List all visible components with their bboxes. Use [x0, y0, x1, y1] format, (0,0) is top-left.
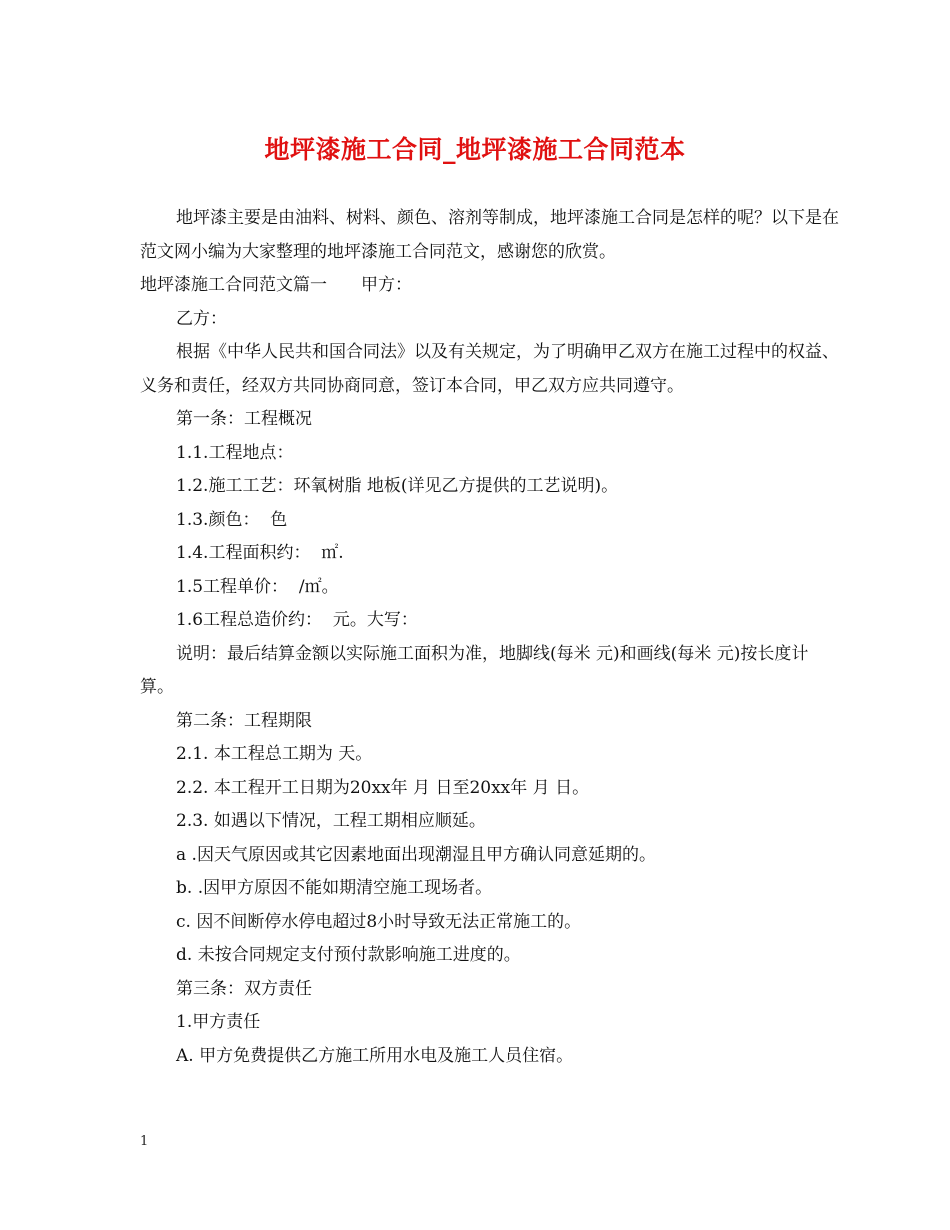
contract-heading-party-a: 地坪漆施工合同范文篇一 甲方：	[140, 275, 412, 295]
party-a-duties-heading: 1.甲方责任	[176, 1012, 261, 1032]
clause-2-1: 2.1. 本工程总工期为 天。	[176, 744, 373, 764]
page-number: 1	[140, 1134, 149, 1149]
clause-2-3-b: b. .因甲方原因不能如期清空施工现场者。	[176, 878, 493, 898]
document-body	[140, 202, 840, 1073]
note-paragraph: 说明：最后结算金额以实际施工面积为准，地脚线(每米 元)和画线(每米 元)按长度计算。	[140, 643, 809, 697]
clause-1-1: 1.1.工程地点：	[176, 442, 294, 463]
party-b-line: 乙方：	[176, 308, 227, 329]
clause-1-3: 1.3.颜色： 色	[176, 509, 288, 530]
clause-2-3-a: a .因天气原因或其它因素地面出现潮湿且甲方确认同意延期的。	[176, 844, 656, 865]
clause-1-2: 1.2.施工工艺：环氧树脂 地板(详见乙方提供的工艺说明)。	[176, 476, 619, 496]
article-3-heading: 第三条：双方责任	[176, 978, 312, 999]
article-1-heading: 第一条：工程概况	[176, 409, 312, 429]
clause-1-5: 1.5工程单价： /㎡。	[176, 576, 339, 597]
article-2-heading: 第二条：工程期限	[176, 710, 312, 731]
clause-2-2: 2.2. 本工程开工日期为20xx年 月 日至20xx年 月 日。	[176, 777, 590, 798]
clause-2-3-c: c. 因不间断停水停电超过8小时导致无法正常施工的。	[176, 911, 582, 932]
clause-2-3: 2.3. 如遇以下情况，工程工期相应顺延。	[176, 811, 486, 831]
clause-1-4: 1.4.工程面积约： ㎡.	[176, 543, 344, 563]
document-title: 地坪漆施工合同_地坪漆施工合同范本	[264, 135, 686, 164]
party-a-duty-a: A. 甲方免费提供乙方施工所用水电及施工人员住宿。	[176, 1045, 574, 1066]
preamble-paragraph: 根据《中华人民共和国合同法》以及有关规定，为了明确甲乙双方在施工过程中的权益、义务和责任，经双方共同协商同意，签订本合同，甲乙双方应共同遵守。	[140, 342, 839, 396]
intro-paragraph: 地坪漆主要是由油料、树料、颜色、溶剂等制成，地坪漆施工合同是怎样的呢？以下是在范文网小编为大家整理的地坪漆施工合同范文，感谢您的欣赏。	[140, 208, 839, 262]
clause-1-6: 1.6工程总造价约： 元。大写：	[176, 610, 418, 630]
clause-2-3-d: d. 未按合同规定支付预付款影响施工进度的。	[176, 945, 521, 965]
